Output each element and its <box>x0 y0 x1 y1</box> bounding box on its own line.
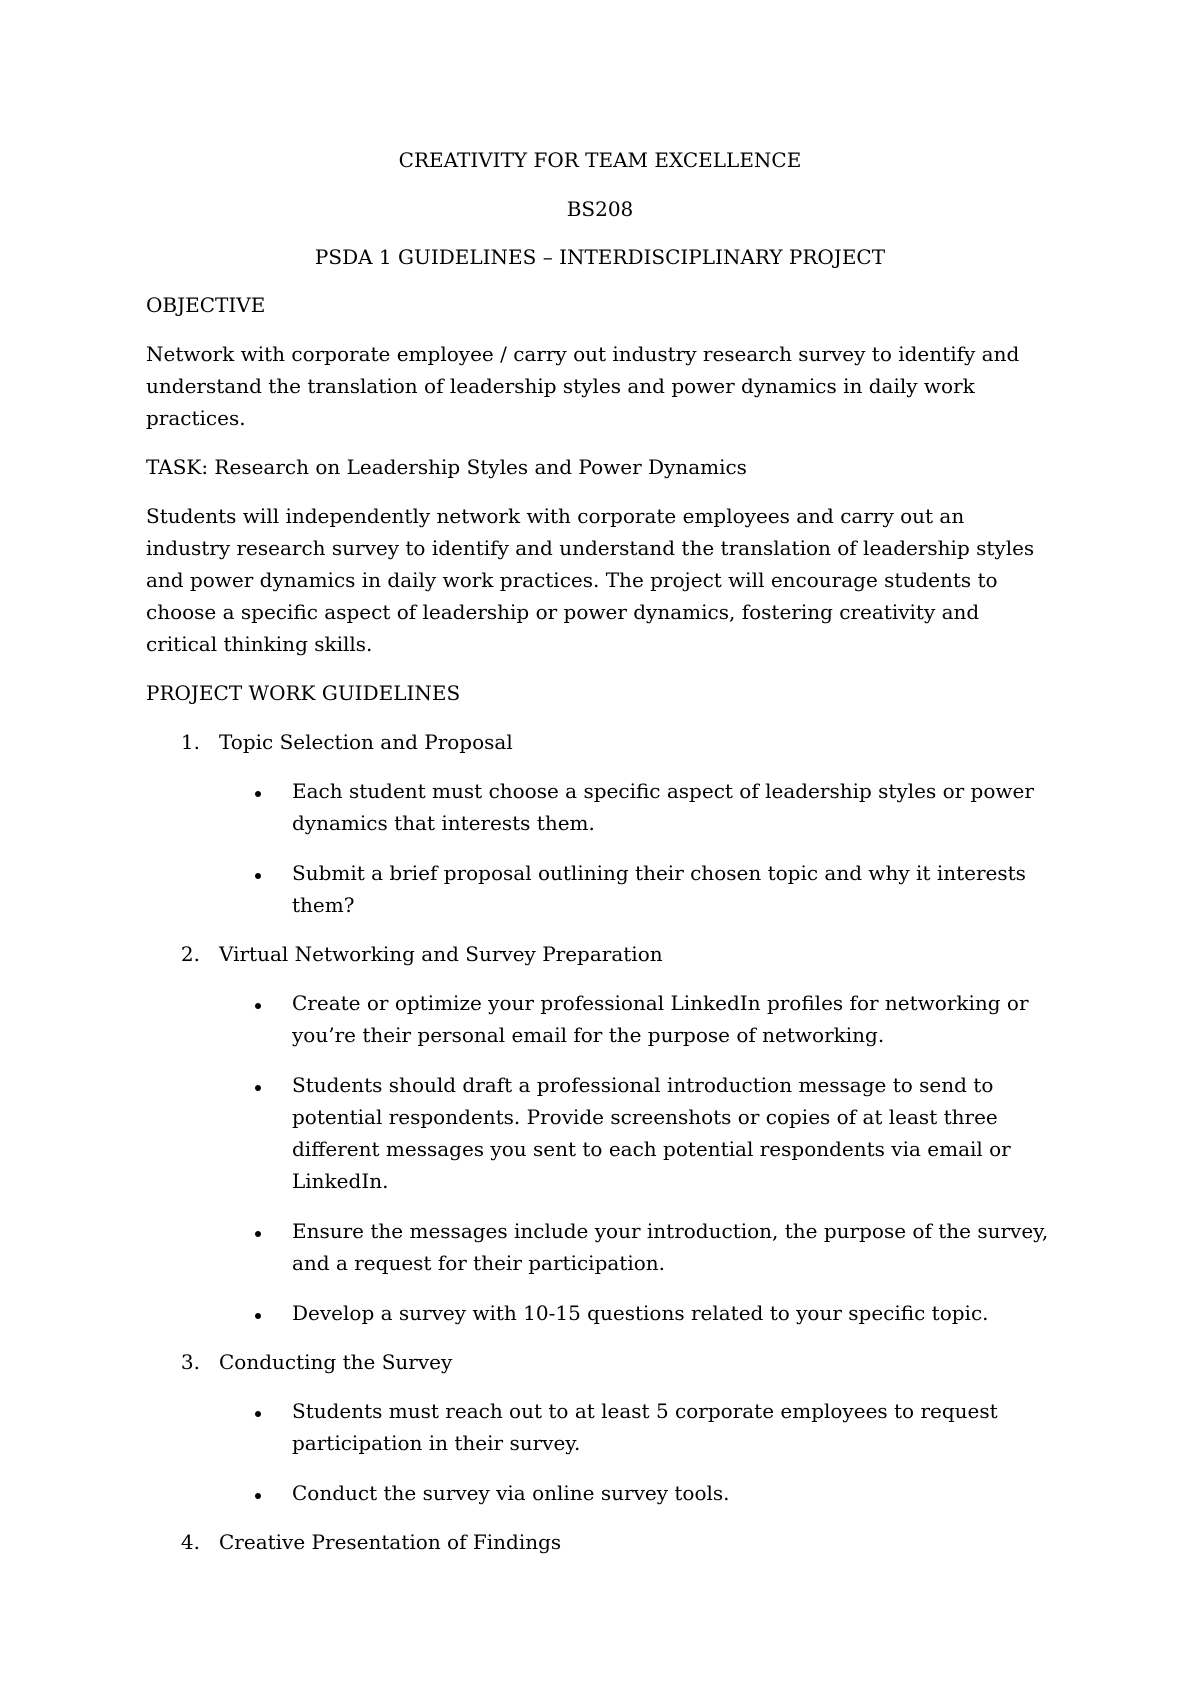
bullet-line: Develop a survey with 10-15 questions related to your specific topic. <box>292 1301 989 1325</box>
bullet-line: LinkedIn. <box>292 1169 389 1193</box>
step-number: 3. <box>180 1350 200 1374</box>
bullet-line: participation in their survey. <box>292 1431 581 1455</box>
bullet-line: and a request for their participation. <box>292 1251 666 1275</box>
task-line: choose a specific aspect of leadership or power dynamics, fostering creativity and <box>146 600 980 624</box>
task-heading: TASK: Research on Leadership Styles and Power Dynamics <box>146 455 747 479</box>
bullet-line: Students should draft a professional introduction message to send to <box>292 1073 994 1097</box>
bullet-line: them? <box>292 893 355 917</box>
bullet-icon <box>255 1313 261 1319</box>
bullet-line: different messages you sent to each potential respondents via email or <box>292 1137 1011 1161</box>
bullet-icon <box>255 791 261 797</box>
step-title: Creative Presentation of Findings <box>219 1530 562 1554</box>
step-title: Virtual Networking and Survey Preparation <box>219 942 663 966</box>
bullet-line: you’re their personal email for the purpose of networking. <box>292 1023 885 1047</box>
task-line: and power dynamics in daily work practices. The project will encourage students to <box>146 568 998 592</box>
guidelines-heading: PROJECT WORK GUIDELINES <box>146 681 461 705</box>
bullet-line: potential respondents. Provide screenshots or copies of at least three <box>292 1105 998 1129</box>
task-line: Students will independently network with corporate employees and carry out an <box>146 504 965 528</box>
bullet-line: Ensure the messages include your introduction, the purpose of the survey, <box>292 1219 1049 1243</box>
course-title: CREATIVITY FOR TEAM EXCELLENCE <box>398 148 802 172</box>
bullet-line: Conduct the survey via online survey tools. <box>292 1481 730 1505</box>
bullet-line: Each student must choose a specific aspect of leadership styles or power <box>292 779 1034 803</box>
course-code: BS208 <box>566 197 634 221</box>
objective-line: understand the translation of leadership styles and power dynamics in daily work <box>146 374 975 398</box>
bullet-icon <box>255 1231 261 1237</box>
bullet-icon <box>255 1003 261 1009</box>
step-number: 1. <box>180 730 200 754</box>
guidelines-title: PSDA 1 GUIDELINES – INTERDISCIPLINARY PROJECT <box>314 245 886 269</box>
bullet-line: dynamics that interests them. <box>292 811 595 835</box>
bullet-line: Create or optimize your professional LinkedIn profiles for networking or <box>292 991 1029 1015</box>
bullet-icon <box>255 1411 261 1417</box>
step-number: 2. <box>180 942 200 966</box>
bullet-icon <box>255 873 261 879</box>
bullet-line: Submit a brief proposal outlining their chosen topic and why it interests <box>292 861 1026 885</box>
objective-line: Network with corporate employee / carry out industry research survey to identify and <box>146 342 1020 366</box>
task-line: critical thinking skills. <box>146 632 373 656</box>
objective-line: practices. <box>146 406 246 430</box>
bullet-line: Students must reach out to at least 5 corporate employees to request <box>292 1399 998 1423</box>
step-number: 4. <box>180 1530 200 1554</box>
step-title: Conducting the Survey <box>219 1350 453 1374</box>
task-line: industry research survey to identify and understand the translation of leadership styles <box>146 536 1035 560</box>
bullet-icon <box>255 1493 261 1499</box>
bullet-icon <box>255 1085 261 1091</box>
step-title: Topic Selection and Proposal <box>219 730 513 754</box>
objective-heading: OBJECTIVE <box>146 293 266 317</box>
